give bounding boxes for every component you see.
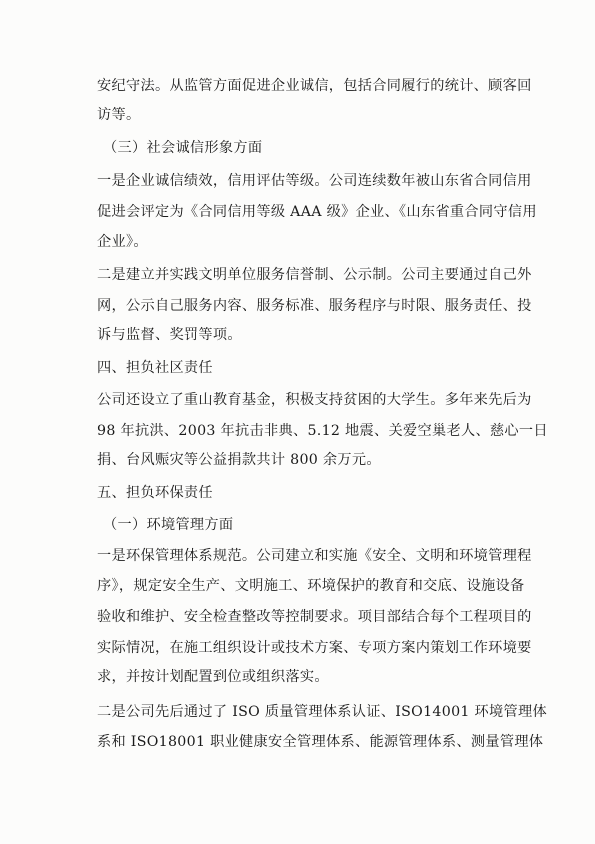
- section-heading: （一）环境管理方面: [103, 517, 234, 533]
- paragraph-line: 一是环保管理体系规范。公司建立和实施《安全、文明和环境管理程: [97, 548, 532, 564]
- paragraph-line: 公司还设立了重山教育基金，积极支持贫困的大学生。多年来先后为: [97, 392, 532, 408]
- section-heading: 四、担负社区责任: [97, 360, 213, 376]
- paragraph-line: 序》，规定安全生产、文明施工、环境保护的教育和交底、设施设备: [97, 578, 525, 594]
- paragraph-line: 求，并按计划配置到位或组织落实。: [97, 669, 329, 685]
- paragraph-line: 系和 ISO18001 职业健康安全管理体系、能源管理体系、测量管理体: [97, 734, 544, 750]
- paragraph-line: 访等。: [97, 107, 141, 123]
- paragraph-line: 98 年抗洪、2003 年抗击非典、5.12 地震、关爱空巢老人、慈心一日: [97, 423, 548, 439]
- paragraph-line: 二是建立并实践文明单位服务信誉制、公示制。公司主要通过自己外: [97, 267, 532, 283]
- paragraph-line: 促进会评定为《合同信用等级 AAA 级》企业、《山东省重合同守信用: [97, 204, 537, 220]
- paragraph-line: 验收和维护、安全检查整改等控制要求。项目部结合每个工程项目的: [97, 609, 532, 625]
- section-heading: （三）社会诚信形象方面: [103, 140, 263, 156]
- paragraph-line: 捐、台风赈灾等公益捐款共计 800 余万元。: [97, 452, 381, 468]
- paragraph-line: 企业》。: [97, 234, 148, 250]
- paragraph-line: 实际情况，在施工组织设计或技术方案、专项方案内策划工作环境要: [97, 640, 532, 656]
- paragraph-line: 安纪守法。从监管方面促进企业诚信，包括合同履行的统计、顾客回: [97, 78, 532, 94]
- paragraph-line: 诉与监督、奖罚等项。: [97, 327, 242, 343]
- paragraph-line: 二是公司先后通过了 ISO 质量管理体系认证、ISO14001 环境管理体: [97, 704, 547, 720]
- paragraph-line: 一是企业诚信绩效，信用评估等级。公司连续数年被山东省合同信用: [97, 173, 532, 189]
- paragraph-line: 网，公示自己服务内容、服务标准、服务程序与时限、服务责任、投: [97, 298, 532, 314]
- section-heading: 五、担负环保责任: [97, 485, 213, 501]
